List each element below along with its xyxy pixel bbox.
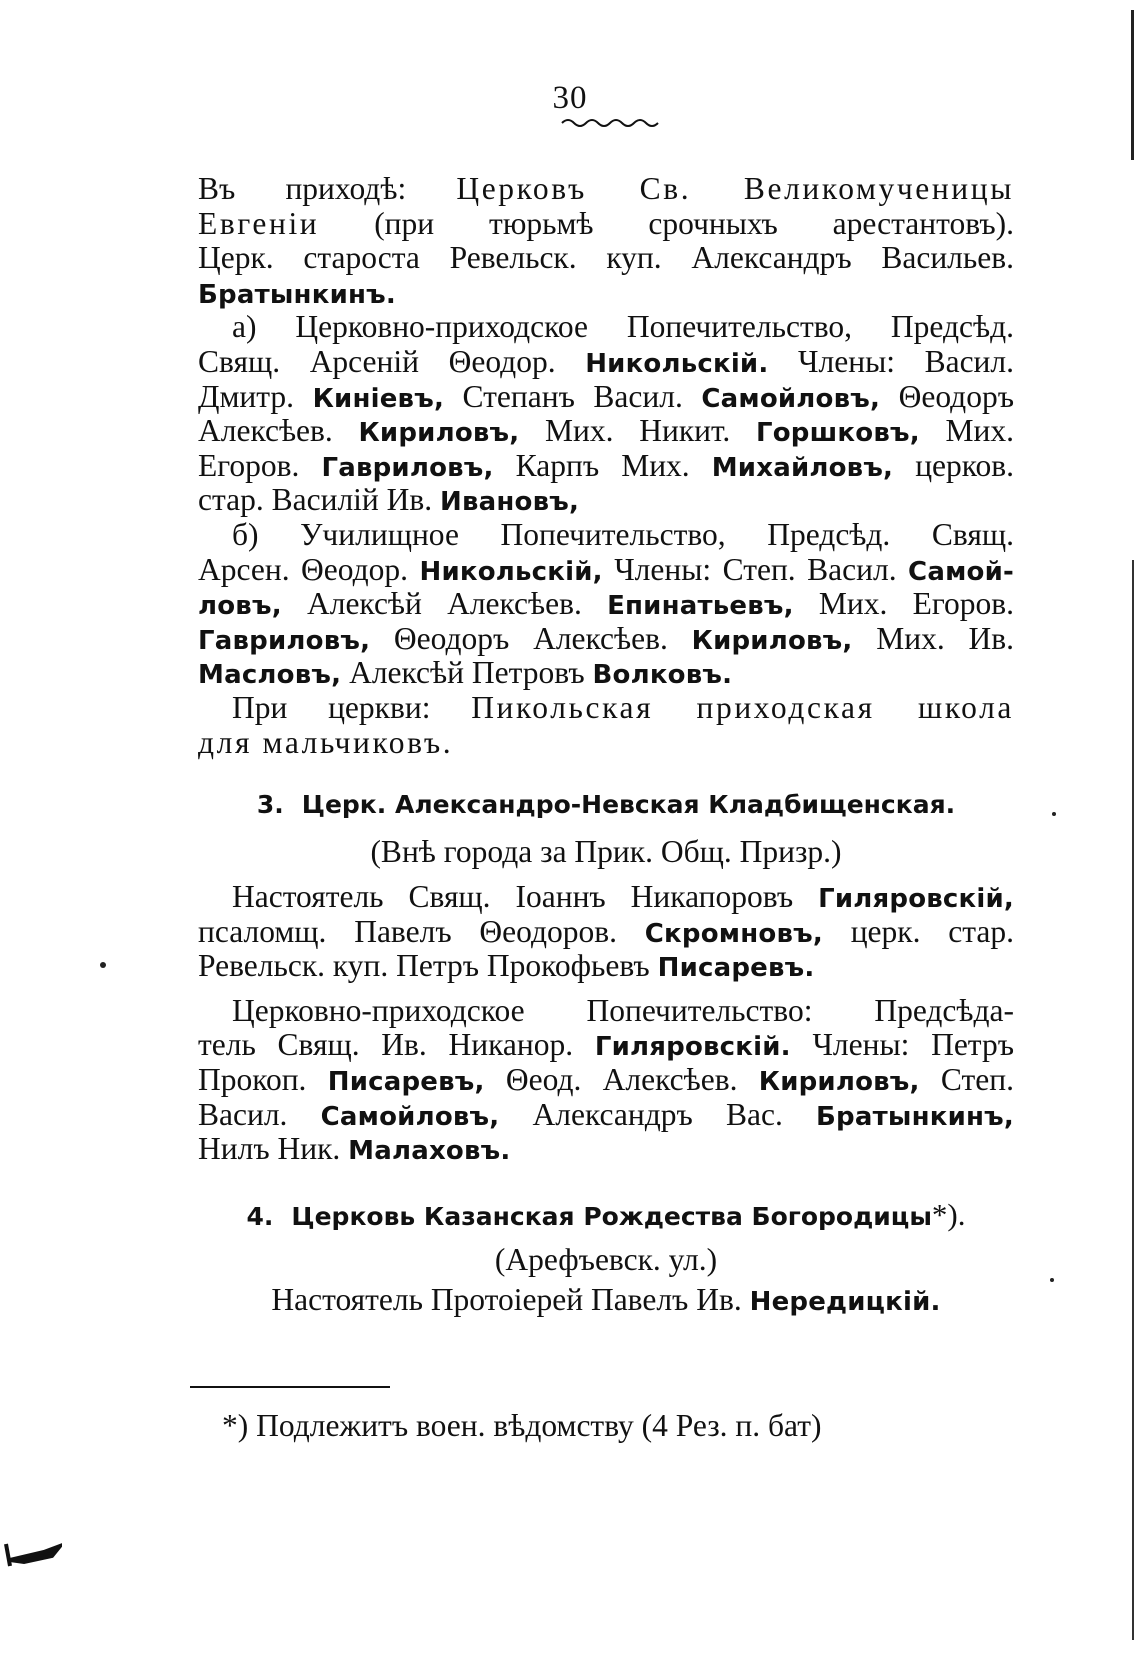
text-line — [198, 518, 1014, 553]
text-line — [198, 310, 1014, 345]
text-segment: для мальчиковъ. — [198, 724, 454, 760]
surname-bold: Нередицкій. — [749, 1287, 941, 1317]
section-4-number: 4. — [246, 1202, 274, 1231]
text-line — [198, 1028, 1014, 1063]
text-segment: Мих. Ив. — [852, 620, 1015, 656]
surname-bold: Кириловъ, — [691, 625, 853, 656]
surname-bold: Самой- — [908, 556, 1014, 587]
surname-bold: Масловъ, — [198, 660, 342, 691]
surname-bold: ловъ, — [198, 591, 282, 622]
surname-bold: Братынкинъ. — [198, 279, 396, 310]
text-segment: Степ. — [919, 1061, 1014, 1097]
text-line — [198, 172, 1014, 207]
text-segment: Ревельск. куп. Петръ Прокофьевъ — [198, 948, 658, 984]
text-segment: тель Свящ. Ив. Никанор. — [198, 1027, 595, 1063]
text-segment: При церкви: — [232, 689, 472, 725]
text-segment: Мих. Егоров. — [793, 586, 1014, 622]
scan-speck — [1052, 812, 1056, 816]
text-line — [198, 656, 1014, 691]
text-line — [198, 345, 1014, 380]
text-segment: стар. Василій Ив. — [198, 482, 441, 518]
text-segment: Егоров. — [198, 447, 322, 483]
text-segment: Θеод. Алексѣев. — [484, 1061, 759, 1097]
section-4-title: Церковь Казанская Рождества Богородицы — [291, 1202, 932, 1231]
text-segment: Θеодоръ — [880, 378, 1014, 414]
text-line — [198, 587, 1014, 622]
text-segment: Степанъ Васил. — [444, 378, 702, 414]
text-segment: Настоятель Свящ. Іоаннъ Никапоровъ — [232, 879, 819, 914]
section-3-subtitle: (Внѣ города за Прик. Общ. Призр.) — [370, 834, 842, 869]
text-segment: Нилъ Ник. — [198, 1131, 349, 1167]
text-line — [198, 276, 1014, 311]
text-line — [198, 1063, 1014, 1098]
section-4-rector-line — [198, 1282, 1014, 1320]
text-segment: церков. — [893, 447, 1014, 483]
surname-bold: Гавриловъ, — [321, 452, 494, 483]
text-segment: Карпъ Мих. — [493, 447, 712, 483]
section-3-title: Церк. Александро-Невская Кладбищенская. — [301, 790, 956, 819]
text-line — [198, 949, 1014, 984]
text-line — [198, 241, 1014, 276]
text-line — [198, 207, 1014, 242]
text-line — [198, 449, 1014, 484]
surname-bold: Малаховъ. — [348, 1136, 511, 1167]
text-line — [198, 622, 1014, 657]
text-segment: Васил. — [198, 1096, 321, 1132]
text-segment: Члены: Петръ — [790, 1027, 1014, 1063]
text-line — [198, 726, 1014, 761]
text-segment: Мих. — [919, 413, 1014, 449]
text-segment: Настоятель Протоіерей Павелъ Ив. — [271, 1282, 750, 1317]
text-line — [198, 380, 1014, 415]
footnote-divider — [190, 1386, 390, 1388]
surname-bold: Кириловъ, — [358, 418, 520, 449]
text-segment: Арсен. Θеодор. — [198, 551, 420, 587]
scan-edge-line — [1132, 560, 1134, 1640]
text-segment: Церковно-приходское Попечительство: Предсѣда- — [232, 992, 1014, 1028]
surname-bold: Михайловъ, — [711, 452, 894, 483]
text-segment: Θеодоръ Алексѣев. — [370, 620, 692, 656]
section-3-number: 3. — [256, 790, 284, 819]
text-line — [198, 414, 1014, 449]
text-line — [198, 915, 1014, 950]
text-segment: Алексѣев. — [198, 413, 359, 449]
section-4-subtitle: (Арефъевск. ул.) — [494, 1242, 718, 1277]
surname-bold: Скромновъ, — [644, 918, 823, 949]
text-segment: Члены: Степ. Васил. — [602, 551, 909, 587]
section-3-body — [198, 880, 1014, 1167]
text-segment: Свящ. Арсеній Θеодор. — [198, 343, 586, 379]
text-segment: псаломщ. Павелъ Θеодоров. — [198, 913, 645, 949]
surname-bold: Волковъ. — [592, 660, 733, 691]
scan-speck — [1050, 1278, 1054, 1282]
text-line — [198, 994, 1014, 1029]
text-line — [198, 483, 1014, 518]
main-paragraph-block — [198, 172, 1014, 760]
surname-bold: Гиляровскій, — [818, 884, 1014, 914]
surname-bold: Кириловъ, — [758, 1066, 920, 1097]
section-4-heading — [198, 1198, 1014, 1234]
scan-edge-mark — [1131, 10, 1134, 160]
scan-speck — [100, 962, 106, 968]
surname-bold: Писаревъ, — [327, 1066, 485, 1097]
surname-bold: Никольскій, — [419, 556, 603, 587]
text-segment: Алексѣй Петровъ — [341, 655, 593, 691]
text-segment: Дмитр. — [198, 378, 313, 414]
surname-bold: Епинатьевъ, — [607, 591, 794, 622]
text-segment: (при тюрьмѣ срочныхъ арестантовъ). — [319, 205, 1014, 241]
surname-bold: Писаревъ. — [657, 953, 815, 984]
text-segment: а) Церковно-приходское Попечительство, Предсѣд. — [232, 309, 1014, 345]
text-line — [198, 691, 1014, 726]
wavy-ornament-icon — [560, 116, 660, 130]
text-segment: Церк. староста Ревельск. куп. Александръ Васильев. — [198, 240, 1014, 276]
text-segment: Алексѣй Алексѣев. — [281, 586, 608, 622]
surname-bold: Киніевъ, — [312, 383, 445, 414]
scan-artifact-mark — [4, 1540, 62, 1568]
text-line — [198, 1098, 1014, 1133]
text-segment: б) Училищное Попечительство, Предсѣд. Свящ. — [232, 516, 1014, 552]
page-number: 30 — [552, 80, 588, 116]
surname-bold: Братынкинъ, — [816, 1101, 1014, 1132]
section-4-footnote-mark: *). — [931, 1197, 966, 1232]
text-segment: Церковъ Св. Великомученицы — [456, 171, 1014, 206]
text-line — [198, 1132, 1014, 1167]
text-segment: Евгеніи — [198, 205, 320, 241]
text-line — [198, 553, 1014, 588]
text-segment: Прокоп. — [198, 1061, 328, 1097]
surname-bold: Гиляровскій. — [594, 1032, 791, 1063]
text-segment: Въ приходѣ: — [198, 171, 457, 206]
surname-bold: Самойловъ, — [701, 383, 881, 414]
section-3-heading — [198, 788, 1014, 822]
footnote: *) Подлежитъ воен. вѣдомству (4 Рез. п. бат) — [222, 1408, 822, 1443]
surname-bold: Ивановъ, — [440, 487, 580, 518]
text-segment: Мих. Никит. — [519, 413, 756, 449]
surname-bold: Горшковъ, — [755, 418, 920, 449]
text-segment: Члены: Васил. — [768, 343, 1015, 379]
surname-bold: Никольскій. — [585, 348, 769, 379]
text-segment: Александръ Вас. — [499, 1096, 817, 1132]
text-line — [198, 880, 1014, 915]
text-segment: церк. стар. — [822, 913, 1014, 949]
surname-bold: Самойловъ, — [320, 1101, 500, 1132]
text-segment: Пикольская приходская школа — [471, 689, 1014, 725]
surname-bold: Гавриловъ, — [198, 625, 371, 656]
